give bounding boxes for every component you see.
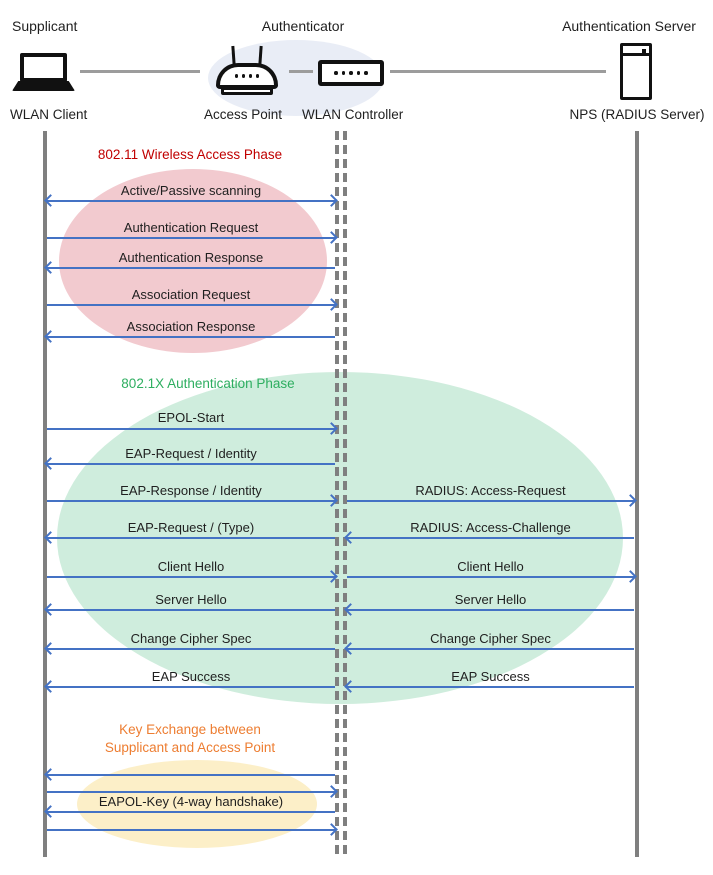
- message-arrow: [347, 537, 634, 539]
- connector-line: [80, 70, 200, 73]
- laptop-icon: [12, 53, 75, 93]
- handshake-arrow: [47, 774, 335, 776]
- laptop-base: [12, 81, 75, 91]
- indicator-dot: [364, 71, 368, 75]
- message-arrow: [47, 463, 335, 465]
- message-arrow: [47, 336, 335, 338]
- message-label: EAP-Request / Identity: [125, 446, 257, 461]
- indicator-dot: [357, 71, 361, 75]
- message-label: Server Hello: [155, 592, 227, 607]
- handshake-label: EAPOL-Key (4-way handshake): [98, 794, 284, 809]
- message-label: Association Request: [131, 287, 251, 302]
- message-label: EAP Success: [151, 669, 231, 684]
- message-arrow: [347, 648, 634, 650]
- access-point-label: Access Point: [203, 107, 283, 122]
- server-led: [642, 49, 646, 53]
- message-arrow: [47, 609, 335, 611]
- phase3-title-line1: Key Exchange between: [119, 722, 261, 737]
- indicator-dot: [242, 74, 246, 78]
- message-arrow: [47, 537, 335, 539]
- indicator-dot: [349, 71, 353, 75]
- message-label: EAP Success: [451, 669, 530, 684]
- indicator-dot: [342, 71, 346, 75]
- antenna: [258, 46, 262, 65]
- wlan-client-label: WLAN Client: [10, 107, 88, 122]
- connector-line: [289, 70, 313, 73]
- message-arrow: [347, 609, 634, 611]
- message-label: Authentication Response: [118, 250, 264, 265]
- indicator-dot: [256, 74, 260, 78]
- message-arrow: [347, 686, 634, 688]
- message-label: Change Cipher Spec: [430, 631, 551, 646]
- message-label: EAP-Request / (Type): [127, 520, 255, 535]
- access-point-body: [216, 63, 278, 89]
- message-label: Change Cipher Spec: [130, 631, 252, 646]
- wlan-controller-label: WLAN Controller: [302, 107, 404, 122]
- message-arrow: [47, 500, 335, 502]
- message-label: Authentication Request: [123, 220, 259, 235]
- message-arrow: [47, 428, 335, 430]
- server-icon: [620, 43, 652, 100]
- message-label: RADIUS: Access-Request: [415, 483, 566, 498]
- connector-line: [390, 70, 606, 73]
- message-arrow: [47, 576, 335, 578]
- message-label: EPOL-Start: [157, 410, 225, 425]
- message-arrow: [47, 267, 335, 269]
- laptop-screen: [20, 53, 67, 82]
- message-label: RADIUS: Access-Challenge: [410, 520, 571, 535]
- phase1-title: 802.11 Wireless Access Phase: [97, 147, 283, 162]
- message-arrow: [47, 304, 335, 306]
- wlan-controller-icon: [318, 60, 384, 86]
- nps-lifeline: [635, 131, 639, 857]
- phase3-title-line2: Supplicant and Access Point: [104, 740, 276, 755]
- auth-server-role-label: Authentication Server: [562, 18, 696, 34]
- handshake-arrow: [47, 811, 335, 813]
- supplicant-role-label: Supplicant: [12, 18, 78, 34]
- message-arrow: [347, 576, 634, 578]
- message-label: Client Hello: [157, 559, 225, 574]
- message-arrow: [347, 500, 634, 502]
- message-label: Association Response: [126, 319, 256, 334]
- authenticator-role-label: Authenticator: [261, 18, 345, 34]
- message-arrow: [47, 686, 335, 688]
- indicator-dot: [235, 74, 239, 78]
- access-point-base: [221, 87, 273, 95]
- message-label: Client Hello: [457, 559, 524, 574]
- message-label: Active/Passive scanning: [120, 183, 262, 198]
- phase2-title: 802.1X Authentication Phase: [121, 376, 295, 391]
- access-point-icon: [216, 46, 278, 96]
- message-arrow: [47, 237, 335, 239]
- nps-label: NPS (RADIUS Server): [569, 107, 705, 122]
- wlan-controller-lifeline: [335, 131, 339, 857]
- handshake-arrow: [47, 791, 335, 793]
- indicator-dot: [334, 71, 338, 75]
- handshake-arrow: [47, 829, 335, 831]
- indicator-dot: [249, 74, 253, 78]
- message-label: Server Hello: [454, 592, 527, 607]
- message-arrow: [47, 648, 335, 650]
- message-arrow: [47, 200, 335, 202]
- message-label: EAP-Response / Identity: [120, 483, 262, 498]
